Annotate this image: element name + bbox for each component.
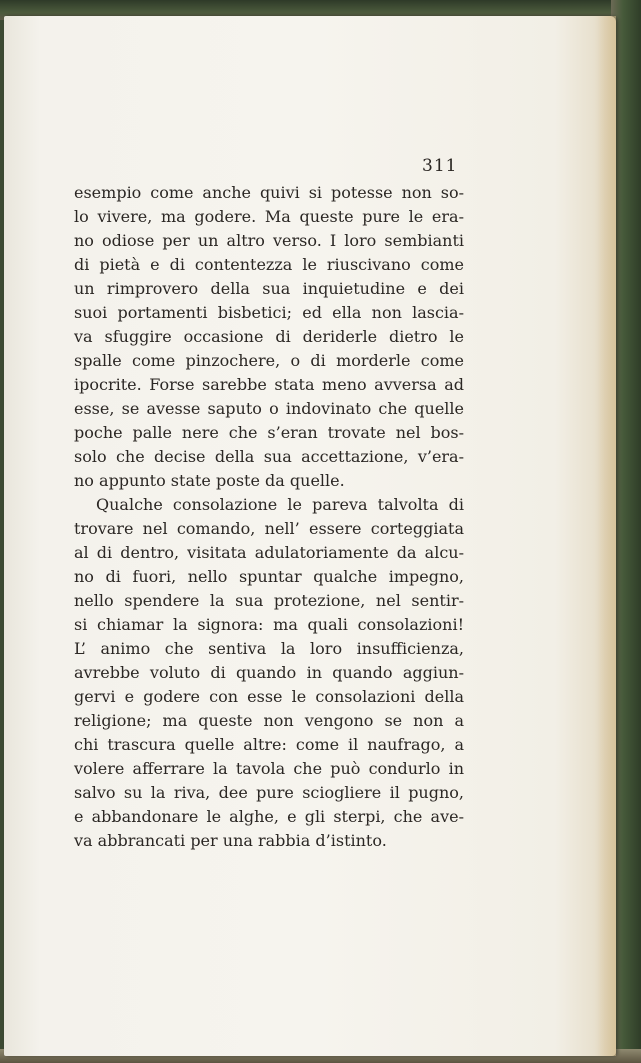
text-line: gervi e godere con esse le consolazioni della: [74, 687, 464, 706]
text-line: va sfuggire occasione di deriderle dietro le: [74, 327, 464, 346]
text-line: nello spendere la sua protezione, nel sentir-: [74, 591, 464, 610]
text-line: L’ animo che sentiva la loro insufficienza,: [74, 639, 464, 658]
text-line: un rimprovero della sua inquietudine e dei: [74, 279, 464, 298]
book-page: [4, 16, 616, 1056]
text-line: di pietà e di contentezza le riuscivano come: [74, 255, 464, 274]
text-line: si chiamar la signora: ma quali consolazioni!: [74, 615, 464, 634]
text-line: lo vivere, ma godere. Ma queste pure le era-: [74, 207, 464, 226]
text-line: esempio come anche quivi si potesse non so-: [74, 183, 464, 202]
text-line: esse, se avesse saputo o indovinato che quelle: [74, 399, 464, 418]
text-line: poche palle nere che s’eran trovate nel bos-: [74, 423, 464, 442]
text-line: spalle come pinzochere, o di morderle come: [74, 351, 464, 370]
text-line: suoi portamenti bisbetici; ed ella non lascia-: [74, 303, 464, 322]
text-line: va abbrancati per una rabbia d’istinto.: [74, 831, 387, 850]
text-line: al di dentro, visitata adulatoriamente da alcu-: [74, 543, 464, 562]
text-line: volere afferrare la tavola che può condurlo in: [74, 759, 464, 778]
text-line: no appunto state poste da quelle.: [74, 471, 345, 490]
text-line: avrebbe voluto di quando in quando aggiun-: [74, 663, 464, 682]
text-line: no odiose per un altro verso. I loro sembianti: [74, 231, 464, 250]
paragraph-1: [74, 181, 464, 493]
text-line: chi trascura quelle altre: come il naufrago, a: [74, 735, 464, 754]
text-line: ipocrite. Forse sarebbe stata meno avversa ad: [74, 375, 464, 394]
text-line: religione; ma queste non vengono se non a: [74, 711, 464, 730]
text-line: e abbandonare le alghe, e gli sterpi, che ave-: [74, 807, 464, 826]
text-line: no di fuori, nello spuntar qualche impegno,: [74, 567, 464, 586]
text-line: solo che decise della sua accettazione, v’era-: [74, 447, 464, 466]
text-line: salvo su la riva, dee pure sciogliere il pugno,: [74, 783, 464, 802]
text-line: Qualche consolazione le pareva talvolta di: [96, 495, 464, 514]
paragraph-2: [74, 493, 464, 853]
body-text: [74, 181, 464, 853]
page-number: 311: [422, 156, 458, 176]
text-line: trovare nel comando, nell’ essere corteggiata: [74, 519, 464, 538]
